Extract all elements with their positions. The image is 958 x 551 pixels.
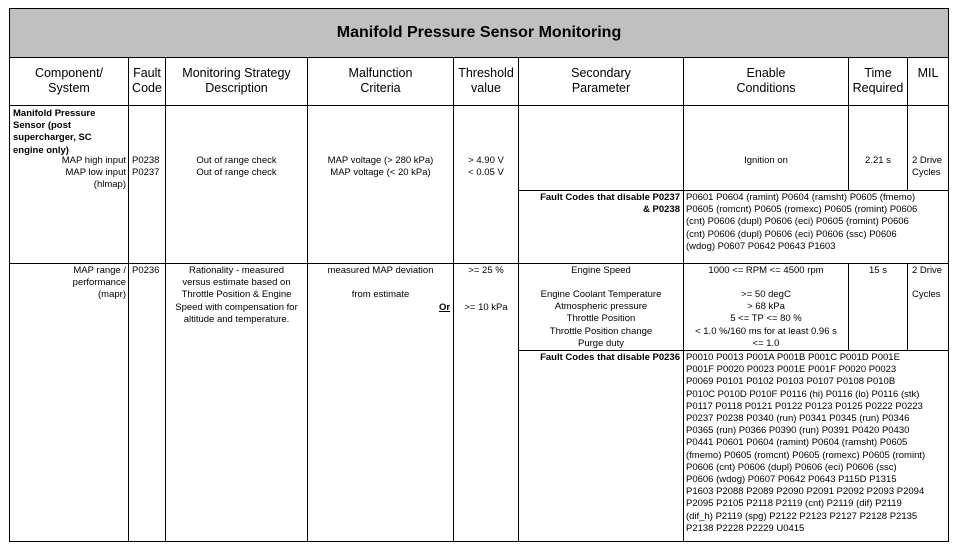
header-strategy: Monitoring Strategy Description	[182, 66, 291, 95]
header-divider	[10, 105, 948, 106]
row1-mil: 2 Drive Cycles	[912, 155, 943, 179]
header-enable: Enable Conditions	[736, 66, 796, 95]
row2-criteria-sub: from estimate	[351, 289, 410, 300]
row1-disable-label: Fault Codes that disable P0237 & P0238	[540, 192, 680, 216]
row2-enable-1: 1000 <= RPM <= 4500 rpm	[708, 265, 824, 276]
header-time: Time Required	[852, 66, 904, 95]
row2-secondary-1: Engine Speed	[571, 265, 631, 276]
row2-subdivider	[519, 350, 948, 351]
row2-secondary-rest: Engine Coolant Temperature Atmospheric pressure Throttle Position Throttle Position change Purge duty	[540, 289, 662, 349]
row-divider	[10, 263, 948, 264]
row2-fault-code: P0236	[132, 265, 160, 276]
row2-strategy: Rationality - measured versus estimate based on Throttle Position & Engine Speed with compensation for altitude and temperature.	[175, 265, 298, 325]
table-title: Manifold Pressure Sensor Monitoring	[10, 9, 948, 58]
row2-disable-label: Fault Codes that disable P0236	[540, 352, 680, 363]
row1-component-title: Manifold Pressure Sensor (post supercharger, SC engine only)	[13, 108, 96, 156]
row2-or-label: Or	[439, 302, 451, 313]
row2-time: 15 s	[869, 265, 887, 276]
header-threshold: Threshold value	[458, 66, 514, 95]
row1-component-items: MAP high input MAP low input (hlmap)	[61, 155, 126, 191]
row2-mil-1: 2 Drive	[912, 265, 943, 276]
row1-time: 2.21 s	[865, 155, 891, 166]
row1-threshold: > 4.90 V < 0.05 V	[468, 155, 504, 179]
row1-criteria: MAP voltage (> 280 kPa) MAP voltage (< 20 kPa)	[327, 155, 434, 179]
row2-component: MAP range / performance (mapr)	[72, 265, 126, 301]
row1-fault-codes: P0238 P0237	[132, 155, 160, 179]
col-divider	[128, 58, 129, 541]
header-fault-code: Fault Code	[132, 66, 162, 95]
header-secondary: Secondary Parameter	[571, 66, 631, 95]
row1-disable-codes: P0601 P0604 (ramint) P0604 (ramsht) P0605 (fmemo) P0605 (romcnt) P0605 (romexc) P0605 (romint) P0606 (cnt) P0606 (dupl) P0606 (eci) P0605 (romint) P0606 (cnt) P0606 (dupl) P0606 (eci) P0606 (ssc) P0606 (wdog) P0607 P0642 P0643 P1603	[686, 192, 918, 252]
row2-disable-codes: P0010 P0013 P001A P001B P001C P001D P001E P001F P0020 P0023 P001E P001F P0020 P0023 P0069 P0101 P0102 P0103 P0107 P0108 P010B P010C P010D P010F P0116 (hi) P0116 (lo) P0116 (stk) P0117 P0118 P0121 P0122 P0123 P0125 P0222 P0223 P0237 P0238 P0340 (run) P0341 P0345 (run) P0346 P0365 (run) P0366 P0390 (run) P0391 P0420 P0430 P0441 P0601 P0604 (ramint) P0604 (ramsht) P0605 (fmemo) P0605 (romcnt) P0605 (romexc) P0605 (romint) P0606 (cnt) P0606 (dupl) P0606 (eci) P0606 (ssc) P0606 (wdog) P0607 P0642 P0643 P115D P1315 P1603 P2088 P2089 P2090 P2091 P2092 P2093 P2094 P2095 P2105 P2118 P2119 (cnt) P2119 (dif) P2119 (dif_h) P2119 (spg) P2122 P2123 P2127 P2128 P2135 P2138 P2228 P2229 U0415	[686, 352, 926, 534]
monitoring-table	[9, 8, 949, 542]
row1-subdivider	[519, 190, 948, 191]
row2-enable-rest: >= 50 degC > 68 kPa 5 <= TP <= 80 % < 1.0 %/160 ms for at least 0.96 s <= 1.0	[695, 289, 837, 349]
row1-enable: Ignition on	[744, 155, 788, 166]
row2-threshold-2: >= 10 kPa	[464, 302, 508, 313]
header-mil: MIL	[917, 66, 939, 80]
col-divider	[453, 58, 454, 541]
col-divider	[907, 264, 908, 350]
row2-criteria-main: measured MAP deviation	[327, 265, 434, 276]
row1-strategy: Out of range check Out of range check	[196, 155, 277, 179]
row2-threshold-1: >= 25 %	[468, 265, 504, 276]
header-component: Component/ System	[34, 66, 104, 95]
row2-mil-2: Cycles	[912, 289, 941, 300]
header-malfunction: Malfunction Criteria	[348, 66, 413, 95]
